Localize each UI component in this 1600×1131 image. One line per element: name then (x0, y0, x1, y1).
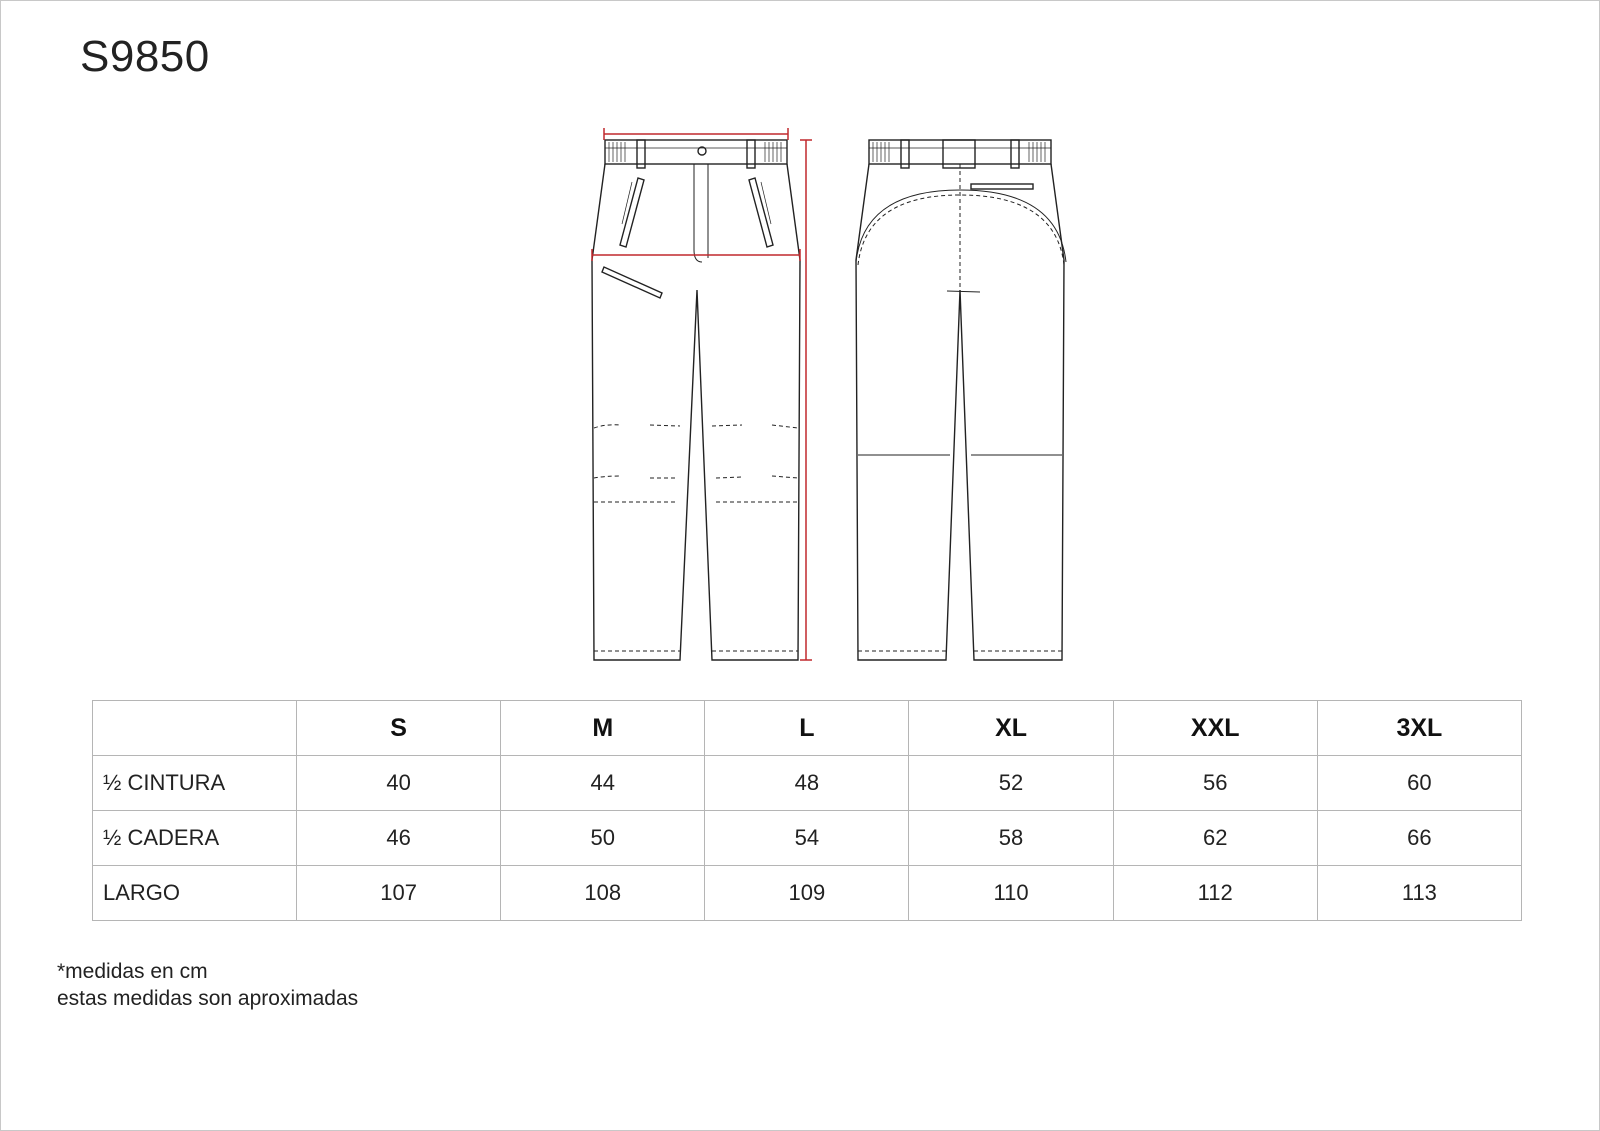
table-cell: 112 (1113, 866, 1317, 921)
size-header-corner (93, 701, 297, 756)
table-row (93, 866, 1522, 921)
table-cell: 66 (1317, 811, 1521, 866)
table-cell: 44 (501, 756, 705, 811)
table-cell: 62 (1113, 811, 1317, 866)
table-row (93, 756, 1522, 811)
measurement-notes (57, 958, 358, 1012)
table-cell: 54 (705, 811, 909, 866)
front-knee-patches (594, 425, 798, 502)
size-header-3xl: 3XL (1317, 701, 1521, 756)
table-cell: 50 (501, 811, 705, 866)
note-units: *medidas en cm (57, 960, 208, 983)
table-cell: 48 (705, 756, 909, 811)
table-cell: 107 (297, 866, 501, 921)
table-cell: 109 (705, 866, 909, 921)
front-thigh-zip-pocket (602, 267, 662, 298)
row-label-half-waist: ½ CINTURA (93, 756, 297, 811)
row-label-half-hip: ½ CADERA (93, 811, 297, 866)
size-header-l: L (705, 701, 909, 756)
table-cell: 46 (297, 811, 501, 866)
front-silhouette (592, 164, 800, 660)
table-cell: 52 (909, 756, 1113, 811)
table-cell: 40 (297, 756, 501, 811)
back-silhouette (856, 164, 1064, 660)
measurement-lines (592, 128, 812, 660)
table-cell: 60 (1317, 756, 1521, 811)
back-waistband (869, 140, 1051, 164)
table-cell: 108 (501, 866, 705, 921)
size-header-row (93, 701, 1522, 756)
size-chart-table (92, 700, 1522, 921)
front-zip-pocket-left (620, 178, 644, 247)
note-approximate: estas medidas son aproximadas (57, 987, 359, 1010)
table-cell: 113 (1317, 866, 1521, 921)
trousers-back-view (856, 140, 1066, 660)
table-cell: 110 (909, 866, 1113, 921)
trousers-front-view (592, 140, 800, 660)
back-zip-pocket (971, 184, 1033, 189)
row-label-length: LARGO (93, 866, 297, 921)
size-header-xl: XL (909, 701, 1113, 756)
table-row (93, 811, 1522, 866)
table-cell: 56 (1113, 756, 1317, 811)
size-header-m: M (501, 701, 705, 756)
table-cell: 58 (909, 811, 1113, 866)
size-header-xxl: XXL (1113, 701, 1317, 756)
front-zip-pocket-right (749, 178, 773, 247)
front-waistband (605, 140, 787, 164)
model-code-title: S9850 (80, 32, 210, 81)
size-header-s: S (297, 701, 501, 756)
